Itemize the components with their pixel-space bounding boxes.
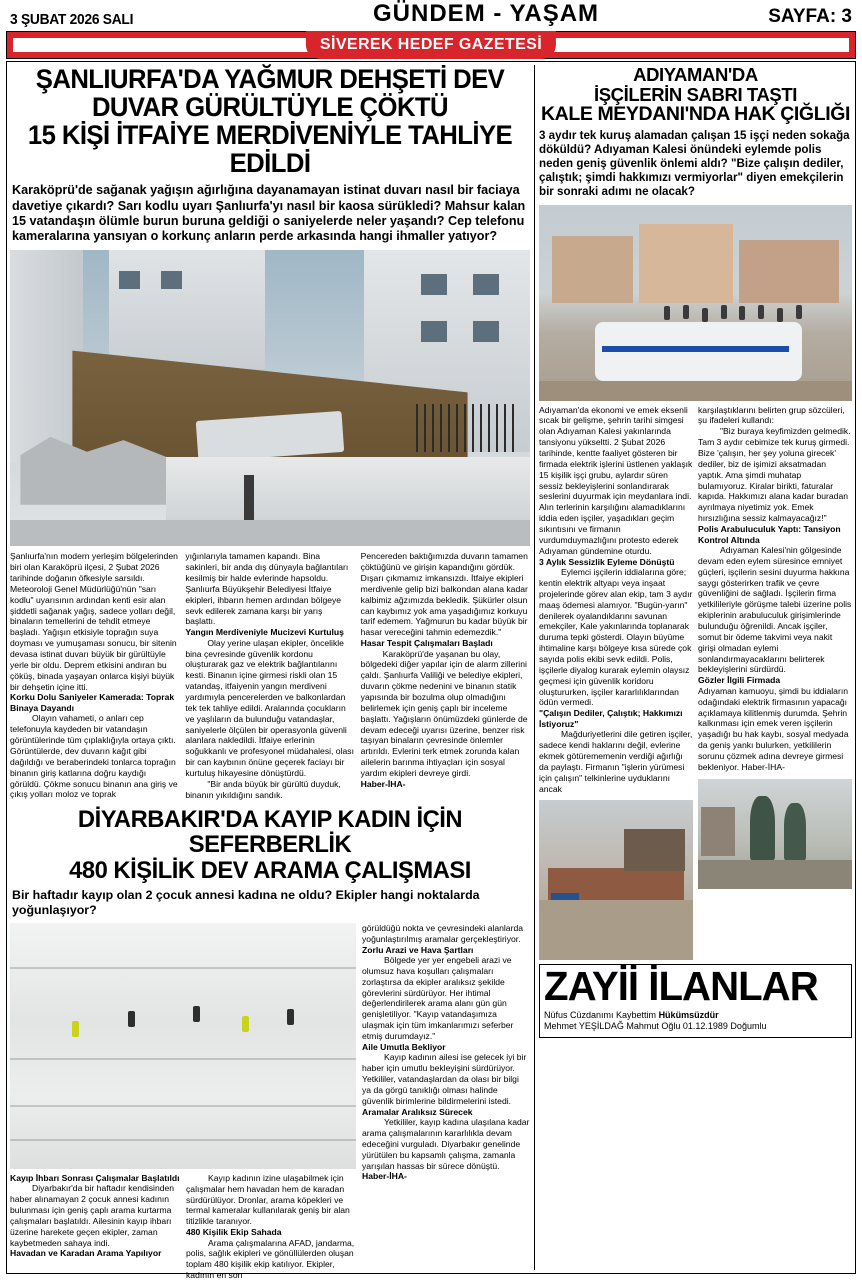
photo-front-wall <box>166 457 530 522</box>
second-col3-p3: Kayıp kadının ailesi ise gelecek iyi bir haber için umutlu bekleyişini sürdürüyor. Yetkililer, vatandaşlardan da olası bir bilgi ya da görgü tanıklığı olması halinde güvenlik birimlerine bildirmelerini istedi. <box>362 1052 527 1106</box>
photo-fence <box>416 404 520 451</box>
photo2-streak <box>10 1058 356 1060</box>
second-body-col-2 <box>186 1173 356 1281</box>
right-col1-p2: Eylemci işçilerin iddialarına göre; kentin elektrik altyapı veya inşaat projelerinde görev alan ekip, tam 3 aydır maaş ödemesi alamıyor. "Bugün-yarın" denilerek oyalandıklarını savunan emekçiler, Kale yakınlarında toplanarak duruma tepki gösterdi. Olayın büyüme ihtimaline karşı bölgeye kısa sürede çok sayıda polis ekibi sevk edildi. Polis, işçilerle diyalog kurarak eylemin olaysız geçmesi için güvenlik koridoru oluştururken, işçiler kararlılıklarından ödün vermedi. <box>539 567 693 708</box>
photo2-searcher <box>193 1006 200 1022</box>
lead-body-columns <box>10 551 530 800</box>
classifieds-title: ZAYİİ İLANLAR <box>544 963 818 1010</box>
second-col2-sub1: 480 Kişilik Ekip Sahada <box>186 1227 282 1238</box>
left-column <box>10 64 534 1281</box>
right-body-col-2 <box>698 405 852 961</box>
photoR-police-stripe <box>602 346 790 352</box>
photoR-person <box>758 305 764 319</box>
photoR-building <box>739 240 839 303</box>
right-column <box>534 65 852 1270</box>
second-col3-sub2: Aile Umutla Bekliyor <box>362 1041 446 1052</box>
photo2-streak <box>10 967 356 969</box>
photoR-ground <box>539 381 852 401</box>
photo-pole <box>244 475 254 519</box>
photo2-snow <box>10 923 356 1169</box>
second-col2-p2: Arama çalışmalarına AFAD, jandarma, polis, sağlık ekipleri ve gönüllülerden oluşan toplam 480 kişilik ekip katılıyor. Ekipler, kadının en son <box>186 1237 355 1281</box>
banner-title-tab <box>306 31 556 59</box>
photo-window <box>473 321 499 342</box>
photoR-person <box>739 306 745 320</box>
right-col2-p3: Adıyaman Kalesi'nin gölgesinde devam eden eylem süresince emniyet güçleri, işçilerin sesini duyurma hakkına saygı gösterirken trafik ve çevre güvenliğini de sağladı. İşçilerin firma yetkilileriyle görüşme talebi üzerine polis ekiplerinin arabuluculuk girişimlerinde bulunduğu öğrenildi. Ancak işçiler, somut bir ödeme takvimi veya nakit girişi olmadan eylemi sonlandırmayacaklarını belirterek bekleyişlerini sürdürdü. <box>698 545 852 675</box>
second-col2-p1: Kayıp kadının izine ulaşabilmek için çalışmalar hem havadan hem de karadan sürdürülüyor. Dronlar, arama köpekleri ve termal kameralar kullanılarak geniş bir alan titizlikle taranıyor. <box>186 1172 350 1227</box>
lead-col1-p2: Olayın vahameti, o anları cep telefonuyla kaydeden bir vatandaşın görüntülerinde tüm çıplaklığıyla ortaya çıktı. Görüntülerde, dev duvarın kağıt gibi dağıldığı ve beraberindeki tonlarca toprağın binanın giriş katlarına doğru kaydığı görüldü. Çökme sonucu binanın ana giriş ve çıkış yolları moloz ve toprak <box>10 713 178 800</box>
photo-window <box>421 274 447 295</box>
photo2-searcher <box>242 1016 249 1032</box>
right-col1-p3: Mağduriyetlerini dile getiren işçiler, sadece kendi haklarını değil, evlerine ekmek götürememenin verdiği ağırlığı da paylaştı. Firmanın "işlerin yürümesi için çalışın" telkinlerine uyduklarını ancak <box>539 729 693 794</box>
photo-building-left <box>10 250 83 463</box>
photo-ground <box>10 520 530 547</box>
photoR-person <box>777 308 783 322</box>
right-body-columns <box>539 405 852 961</box>
lead-col3-sub1: Hasar Tespit Çalışmaları Başladı <box>360 638 493 649</box>
photoR-person <box>664 306 670 320</box>
lead-headline <box>18 65 522 177</box>
lead-col2-p2: Olay yerine ulaşan ekipler, öncelikle bina çevresinde güvenlik kordonu oluşturarak gaz ve elektrik bağlantılarını kesti. Binanın içine girmesi riskli olan 15 vatandaş, itfaiyenin yangın merdiveni yardımıyla pencerelerden ve balkonlardan tek tek tahliye edildi. Aralarında çocukların ve yaşlıların da bulunduğu vatandaşlar, saniyelerle ölçülen bir operasyonla güvenli alanlara nakledildi. İtfaiye erlerinin soğukkanlı ve profesyonel müdahalesi, olası bir can kaybının önüne geçerek faciayı bir kurtuluş hikayesine dönüştürdü. <box>185 637 354 779</box>
lead-col3-byline: Haber-İHA- <box>360 778 406 789</box>
right-body-col-1 <box>539 405 693 961</box>
right-headline-line1: ADIYAMAN'DA <box>633 64 758 85</box>
right-col1-p1: Adıyaman'da ekonomi ve emek eksenli sıcak bir gelişme, şehrin tarihi simgesi olan Adıyaman Kalesi yakınlarında tansiyonu yükseltti. 2 Şubat 2026 tarihinde, kentte faaliyet gösteren bir firmada elektrik işlerini üstlenen yaklaşık 15 kişilik işçi grubu, aylardır süren sessiz bekleyişlerini sonlandırarak seslerini duyurmak için meydanlara indi. Alın terlerinin karşılığını alamadıklarını iddia eden işçiler, yaşadıkları geçim sıkıntısını ve firmanın vurdumduymazlığını protesto ederek Adıyaman gündemine oturdu. <box>539 404 693 556</box>
right-headline <box>539 65 852 125</box>
lead-col3-p1: Pencereden baktığımızda duvarın tamamen çöktüğünü ve girişin kapandığını gördük. Dışarı çıkmamız imkansızdı. İtfaiye ekipleri merdivenle gelip bizi balkondan alana kadar kalbimiz ağzımızda bekledik. Şükürler olsun can kaybımız yok ama yaşadığımız korkuyu tarif edemem. Yağmurun bu kadar büyük bir hasar vereceğini tahmin edemezdik." <box>360 551 528 638</box>
lead-photo-collapsed-wall <box>10 250 530 546</box>
second-col3-p1: görüldüğü nokta ve çevresindeki alanlarda yoğunlaştırılmış aramalar gerçekleştiriyor. <box>362 922 523 944</box>
right-col2-sub1: Polis Arabuluculuk Yaptı: Tansiyon Kontrol Altında <box>698 524 841 545</box>
right-photo-protest <box>539 205 852 401</box>
lead-col1-p1: Şanlıurfa'nın modern yerleşim bölgelerinden biri olan Karaköprü ilçesi, 2 Şubat 2026 tarihinde doğanın öfkesiyle sarsıldı. Meteoroloji Genel Müdürlüğü'nün "sarı kodlu" uyarısının ardından kenti esir alan şiddetli sağanak yağış, sadece yolları değil, binaların temellerini de tehdit etmeye başladı. Yağışın etkisiyle toprağın suya doyması ve yumuşaması sonucu, bir sitenin devasa istinat duvarı büyük bir gürültüyle yerle bir oldu. Deprem etkisini andıran bu çöküş, binada yaşayan onlarca kişiyi büyük bir dehşetin içine itti. <box>10 551 178 692</box>
photo2-searcher <box>287 1009 294 1025</box>
photo-window <box>421 321 447 342</box>
second-col1-sub1: Kayıp İhbarı Sonrası Çalışmalar Başlatıldı <box>10 1172 180 1183</box>
right-col1-sub1: 3 Aylık Sessizlik Eyleme Dönüştü <box>539 556 675 567</box>
second-col3-p4: Yetkililer, kayıp kadına ulaşılana kadar arama çalışmalarının kararlılıkla devam edeceğini vurguladı. Diyarbakır genelinde yürütülen bu kapsamlı çalışma, zamanla yarışılan hassas bir sürece dönüştü. <box>362 1117 530 1171</box>
photoR2b-ground <box>698 860 852 889</box>
second-col3-sub3: Aramalar Aralıksız Sürecek <box>362 1106 473 1117</box>
second-photo-wrap <box>10 923 356 1281</box>
masthead-date: 3 ŞUBAT 2026 SALI <box>10 11 134 28</box>
second-col3-byline: Haber-İHA- <box>362 1171 407 1182</box>
photo-window <box>473 274 499 295</box>
classifieds-line2: Mehmet YEŞİLDAĞ Mahmut Oğlu 01.12.1989 Doğumlu <box>544 1021 767 1032</box>
classifieds-box <box>539 964 852 1038</box>
lead-lede: Karaköprü'de sağanak yağışın ağırlığına dayanamayan istinat duvarı nasıl bir faciaya davetiye çıkardı? Sarı kodlu uyarı Şanlıurfa'yı nasıl bir kaosa sürükledi? Mahsur kalan 15 vatandaşın ölümle burun buruna geldiği o saniyelerde neler yaşandı? Cep telefonu kameralarına yansıyan o korkunç anların perde arkasında hangi ihmaller yatıyor? <box>12 183 526 244</box>
lead-body-col-2 <box>185 551 354 800</box>
right-col2-p1: karşılaştıklarını belirten grup sözcüleri, şu ifadeleri kullandı: <box>698 404 845 426</box>
right-col2-p2: "Biz buraya keyfimizden gelmedik. Tam 3 aydır cebimize tek kuruş girmedi. Bize 'çalışın, her şey yoluna girecek' dediler, biz de işimizi aksatmadan yaptık. Ama şimdi muhatap bulamıyoruz. Kiralar birikti, faturalar kapıda. Hakkımızı alana kadar buradan ayrılmaya niyetimiz yok. Emek hırsızlığına sessiz kalmayacağız!" <box>698 426 851 524</box>
second-body-col-1 <box>10 1173 180 1281</box>
second-headline <box>18 807 522 883</box>
second-headline-line1: DİYARBAKIR'DA KAYIP KADIN İÇİN SEFERBERLİK <box>77 805 463 859</box>
second-photo-snow-search <box>10 923 356 1169</box>
lead-body-col-3 <box>361 551 530 800</box>
classifieds-line1-b: Hükümsüzdür <box>658 1009 719 1020</box>
masthead-section-title: GÜNDEM - YAŞAM <box>373 0 600 27</box>
second-col3-sub1: Zorlu Arazi ve Hava Şartları <box>362 944 474 955</box>
photo2-searcher <box>128 1011 135 1027</box>
right-photo-trees <box>698 779 852 889</box>
right-lede: 3 aydır tek kuruş alamadan çalışan 15 işçi neden sokağa döküldü? Adıyaman Kalesi önündeki eylemde polis neden geniş güvenlik önlemi aldı? "Bize çalışın dediler, çalıştık; şimdi hakkımızı vermiyorlar" diyen emekçilerin bir sonraki adımı ne olacak? <box>539 128 850 199</box>
second-article-body <box>10 923 530 1281</box>
right-photo-workers <box>539 800 693 960</box>
lead-body-col-1 <box>10 551 179 800</box>
lead-col2-p1: yığınlarıyla tamamen kapandı. Bina sakinleri, bir anda dış dünyayla bağlantıları kesilmiş bir halde evlerinde hapsoldu. Şanlıurfa Büyükşehir Belediyesi İtfaiye ekipleri, ihbarın hemen ardından bölgeye sevk edilerek zamana karşı bir yarış başlattı. <box>185 551 349 627</box>
classifieds-line1-a: Nüfus Cüzdanımı Kaybettim <box>544 1009 659 1020</box>
photoR-person <box>683 305 689 319</box>
second-body-cols-12 <box>10 1173 356 1281</box>
photoR2-ground <box>539 900 693 961</box>
lead-col3-p2: Karaköprü'de yaşanan bu olay, bölgedeki diğer yapılar için de alarm zillerini çaldı. Şanlıurfa Valiliği ve belediye ekipleri, duvarın çökme nedenini ve binanın statik yapısında bir bozulma olup olmadığını belirlemek için geniş çaplı bir inceleme başlattı. Yağışların önümüzdeki günlerde de devam edeceği uyarısı üzerine, benzer risk taşıyan binaların çevresinde önlemler artırıldı. Evlerini terk etmek zorunda kalan ailelerin barınma ihtiyaçları için sosyal yardım ekipleri devreye girdi. <box>360 648 528 779</box>
lead-col2-p3: "Bir anda büyük bir gürültü duyduk, binanın yıkıldığını sandık. <box>185 778 341 800</box>
lead-headline-line2: 15 KİŞİ İTFAİYE MERDİVENİYLE TAHLİYE EDİLDİ <box>27 120 513 179</box>
second-col1-p1: Diyarbakır'da bir haftadır kendisinden haber alınamayan 2 çocuk annesi kadının bulunması için geniş çaplı arama kurtarma çalışmaları başlatıldı. Ailesinin kayıp ihbarı üzerine harekete geçen ekipler, zaman kaybetmeden sahaya indi. <box>10 1183 175 1248</box>
photoR-person <box>702 308 708 322</box>
photo-building-middle <box>109 250 265 368</box>
photo2-streak <box>10 1139 356 1141</box>
second-col3-p2: Bölgede yer yer engebeli arazi ve olumsuz hava koşulları çalışmaları zorlaştırsa da ekipler aralıksız şekilde görevlerini sürdürüyor. Her ihtimal değerlendirilerek arama alanı gün gün genişletiliyor. "Kayıp vatandaşımıza ulaşmak için tüm imkanlarımızı seferber etmiş durumdayız." <box>362 955 514 1042</box>
photo2-streak <box>10 1105 356 1107</box>
right-col2-p4: Adıyaman kamuoyu, şimdi bu iddiaların odağındaki elektrik firmasının yapacağı açıklamaya kilitlenmiş durumda. Şehrin kalkınması için emek veren işçilerin yaşadığı bu hak kaybı, sosyal medyada da geniş yankı bulurken, yetkililerin sorunu çözmek adına devreye girmesi bekleniyor. Haber-İHA- <box>698 685 849 772</box>
photo2-searcher <box>72 1021 79 1037</box>
masthead-page-number: SAYFA: 3 <box>768 6 852 27</box>
second-col1-sub2: Havadan ve Karadan Arama Yapılıyor <box>10 1248 162 1259</box>
banner-title-text: SİVEREK HEDEF GAZETESİ <box>319 36 543 53</box>
second-body-col-3 <box>362 923 530 1281</box>
photo-window <box>119 271 140 289</box>
photoR-building <box>639 224 733 302</box>
second-headline-line2: 480 KİŞİLİK DEV ARAMA ÇALIŞMASI <box>69 856 471 884</box>
photoR-person <box>796 305 802 319</box>
photoR2b-building <box>701 807 735 855</box>
lead-headline-line1: ŞANLIURFA'DA YAĞMUR DEHŞETİ DEV DUVAR GÜRÜLTÜYLE ÇÖKTÜ <box>35 64 505 123</box>
photo-window <box>161 271 182 289</box>
right-col2-sub2: Gözler İlgili Firmada <box>698 675 781 686</box>
photoR-person <box>721 305 727 319</box>
photoR-building <box>552 236 633 303</box>
lead-col1-sub1: Korku Dolu Saniyeler Kamerada: Toprak Binaya Dayandı <box>10 692 175 713</box>
newspaper-name-banner <box>6 31 856 59</box>
right-headline-line3: KALE MEYDANI'NDA HAK ÇIĞLIĞI <box>540 103 851 126</box>
classifieds-entry <box>544 1010 847 1033</box>
photoR2b-tree <box>784 803 806 860</box>
second-lede: Bir haftadır kayıp olan 2 çocuk annesi kadına ne oldu? Ekipler hangi noktalarda yoğunlaşıyor? <box>12 888 480 917</box>
lead-col2-sub1: Yangın Merdiveniyle Mucizevi Kurtuluş <box>185 627 344 638</box>
page-content-frame <box>6 61 856 1281</box>
masthead <box>6 0 856 30</box>
right-headline-line2: İŞÇİLERİN SABRI TAŞTI <box>594 83 797 105</box>
right-col1-sub2: "Çalışın Dediler, Çalıştık; Hakkımızı İstiyoruz" <box>539 708 683 729</box>
photoR2b-tree <box>750 796 775 860</box>
photoR2-structure <box>624 829 686 871</box>
